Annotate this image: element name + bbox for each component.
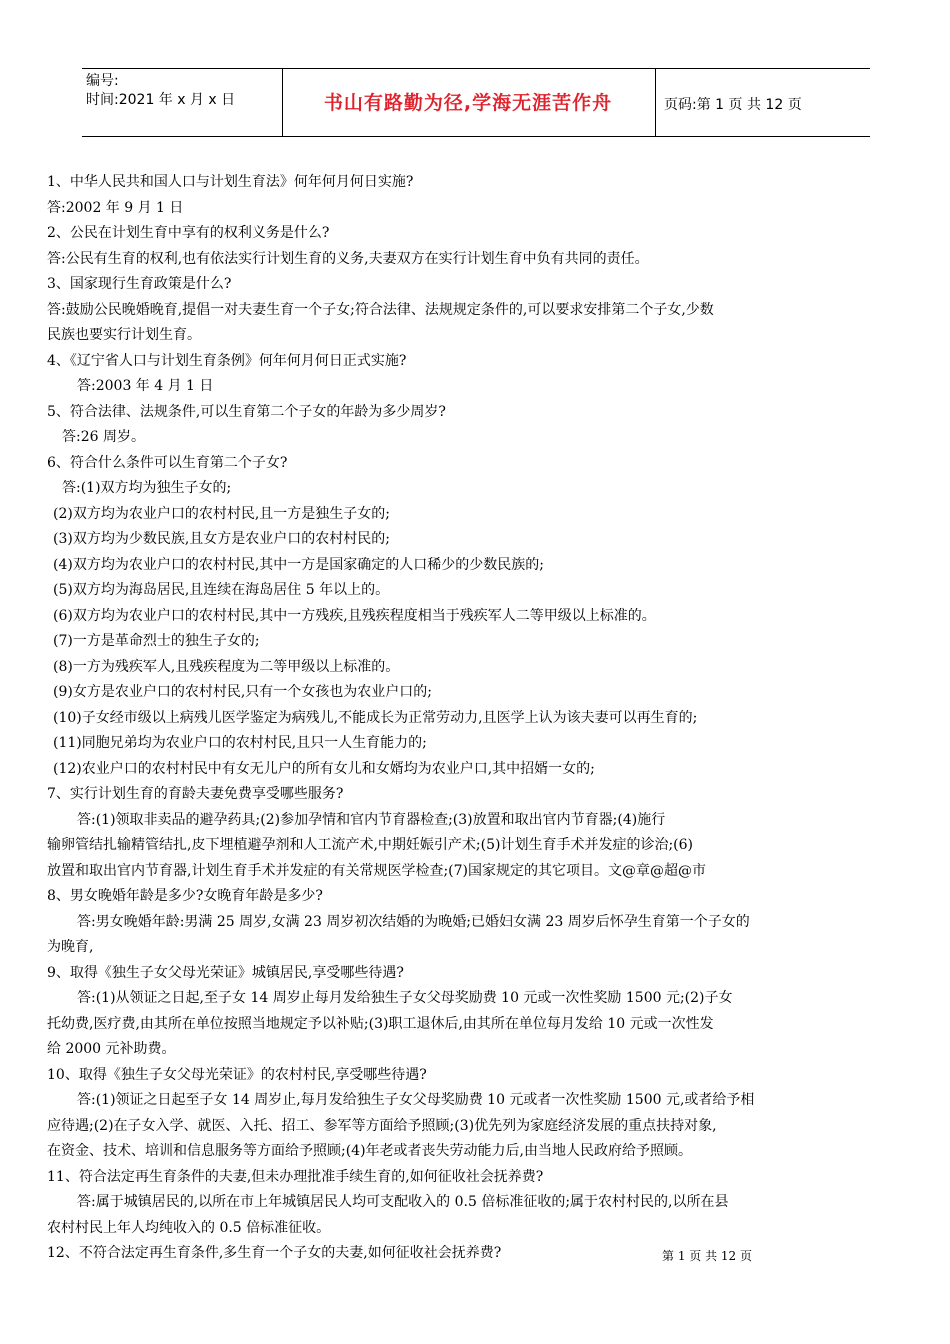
text-line: (10)子女经市级以上病残儿医学鉴定为病残儿,不能成长为正常劳动力,且医学上认为该夫妻可以再生育的; [53,709,698,726]
text-line: 托幼费,医疗费,由其所在单位按照当地规定予以补贴;(3)职工退休后,由其所在单位每月发给 10 元或一次性发 [47,1015,714,1032]
text-line: 答:男女晚婚年龄:男满 25 周岁,女满 23 周岁初次结婚的为晚婚;已婚妇女满 23 周岁后怀孕生育第一个子女的 [77,913,750,930]
text-line: 放置和取出官内节育器,计划生育手术并发症的有关常规医学检查;(7)国家规定的其它项目。文@章@超@市 [47,862,706,879]
text-line: 在资金、技术、培训和信息服务等方面给予照顾;(4)年老或者丧失劳动能力后,由当地人民政府给予照顾。 [47,1143,692,1159]
text-line: 答:2003 年 4 月 1 日 [77,378,214,394]
text-line: 答:公民有生育的权利,也有依法实行计划生育的义务,夫妻双方在实行计划生育中负有共同的责任。 [47,250,649,267]
text-line: 答:(1)领取非卖品的避孕药具;(2)参加孕情和官内节育器检查;(3)放置和取出官内节育器;(4)施行 [77,811,666,828]
text-line: 答:(1)从领证之日起,至子女 14 周岁止每月发给独生子女父母奖励费 10 元或一次性奖励 1500 元;(2)子女 [77,990,733,1006]
text-line: 答:鼓励公民晚婚晚育,提倡一对夫妻生育一个子女;符合法律、法规规定条件的,可以要求安排第二个子女,少数 [47,301,714,318]
footer-page-number: 第 1 页 共 12 页 [662,1249,752,1263]
header-page-info: 页码:第 1 页 共 12 页 [664,97,802,113]
text-line: (12)农业户口的农村村民中有女无儿户的所有女儿和女婿均为农业户口,其中招婿一女的; [53,760,595,777]
header-bottom-rule [82,136,870,137]
text-line: 12、不符合法定再生育条件,多生育一个子女的夫妻,如何征收社会抚养费? [47,1245,502,1261]
text-line: 应待遇;(2)在子女入学、就医、入托、招工、参军等方面给予照顾;(3)优先列为家庭经济发展的重点扶持对象, [47,1117,717,1134]
text-line: 答:(1)双方均为独生子女的; [62,480,232,496]
text-line: (4)双方均为农业户口的农村村民,其中一方是国家确定的人口稀少的少数民族的; [53,556,544,573]
text-line: 10、取得《独生子女父母光荣证》的农村村民,享受哪些待遇? [47,1066,427,1083]
header-divider-right [655,68,656,136]
header-meta [86,72,276,110]
text-line: 给 2000 元补助费。 [47,1041,176,1057]
text-line: 1、中华人民共和国人口与计划生育法》何年何月何日实施? [47,174,414,190]
text-line: 答:属于城镇居民的,以所在市上年城镇居民人均可支配收入的 0.5 倍标准征收的;属于农村村民的,以所在县 [77,1194,729,1210]
text-line: 民族也要实行计划生育。 [47,327,201,343]
text-line: 4、《辽宁省人口与计划生育条例》何年何月何日正式实施? [47,352,407,369]
document-body [47,170,907,1267]
text-line: (3)双方均为少数民族,且女方是农业户口的农村村民的; [53,531,390,547]
text-line: (6)双方均为农业户口的农村村民,其中一方残疾,且残疾程度相当于残疾军人二等甲级以上标准的。 [53,607,656,624]
header-motto: 书山有路勤为径,学海无涯苦作舟 [323,92,613,114]
text-line: (11)同胞兄弟均为农业户口的农村村民,且只一人生育能力的; [53,735,427,751]
text-line: 输卵管结扎输精管结扎,皮下埋植避孕剂和人工流产术,中期妊娠引产术;(5)计划生育手术并发症的诊治;(6) [47,837,693,853]
text-line: 5、符合法律、法规条件,可以生育第二个子女的年龄为多少周岁? [47,403,446,420]
header-number-label: 编号: [86,73,119,89]
text-line: 答:26 周岁。 [62,429,145,445]
text-line: (8)一方为残疾军人,且残疾程度为二等甲级以上标准的。 [53,658,400,675]
text-line: 8、男女晚婚年龄是多少?女晚育年龄是多少? [47,888,323,904]
header-top-rule [82,68,870,69]
text-line: 6、符合什么条件可以生育第二个子女? [47,454,288,471]
text-line: 为晚育, [47,939,94,955]
header-date-label: 时间:2021 年 x 月 x 日 [86,92,236,108]
text-line: 3、国家现行生育政策是什么? [47,276,232,292]
text-line: 2、公民在计划生育中享有的权利义务是什么? [47,225,330,241]
text-line: 9、取得《独生子女父母光荣证》城镇居民,享受哪些待遇? [47,964,404,981]
text-line: (2)双方均为农业户口的农村村民,且一方是独生子女的; [53,505,390,522]
text-line: 答:2002 年 9 月 1 日 [47,199,184,216]
text-line: (5)双方均为海岛居民,且连续在海岛居住 5 年以上的。 [53,582,390,598]
text-line: (7)一方是革命烈士的独生子女的; [53,633,260,649]
text-line: (9)女方是农业户口的农村村民,只有一个女孩也为农业户口的; [53,684,432,700]
text-line: 农村村民上年人均纯收入的 0.5 倍标准征收。 [47,1219,331,1236]
text-line: 11、符合法定再生育条件的夫妻,但未办理批准手续生育的,如何征收社会抚养费? [47,1168,544,1185]
text-line: 7、实行计划生育的育龄夫妻免费享受哪些服务? [47,786,344,802]
text-line: 答:(1)领证之日起至子女 14 周岁止,每月发给独生子女父母奖励费 10 元或者一次性奖励 1500 元,或者给予相 [77,1092,755,1108]
